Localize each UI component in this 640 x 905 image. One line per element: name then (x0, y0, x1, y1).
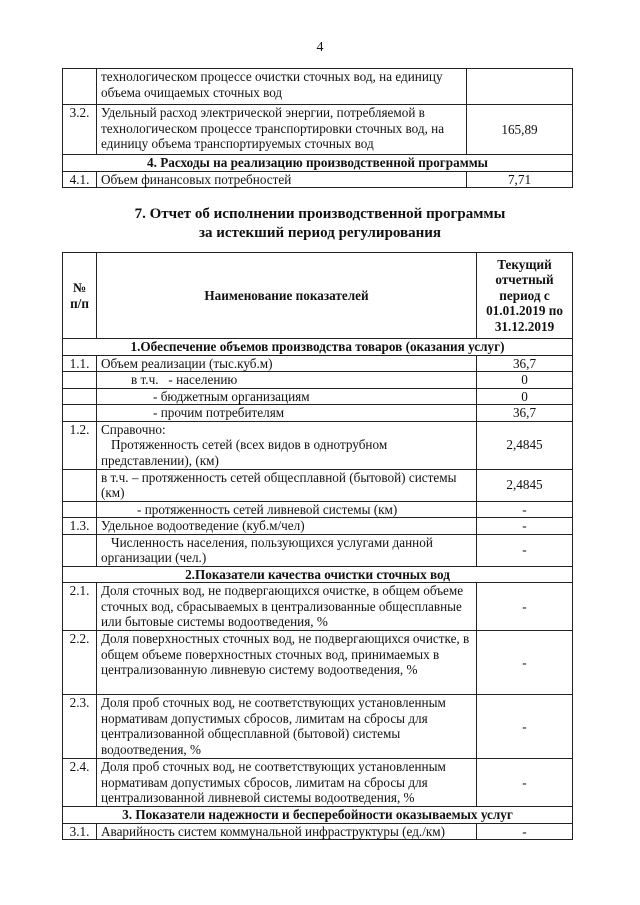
row-text: Численность населения, пользующихся услугами данной организации (чел.) (97, 534, 477, 566)
row-value: 2,4845 (477, 469, 573, 501)
row-value: 0 (477, 372, 573, 389)
row-num: 1.3. (63, 518, 97, 535)
row-text (97, 372, 477, 389)
section-title: 4. Расходы на реализацию производственной программы (63, 155, 573, 172)
row-num (63, 372, 97, 389)
row-value: 2,4845 (477, 421, 573, 469)
row-num (63, 388, 97, 405)
row-label: Протяженность сетей (всех видов в однотрубном представлении), (км) (101, 437, 388, 468)
table-row (63, 823, 573, 840)
row-value: 36,7 (477, 405, 573, 422)
report-heading-line2: за истекший период регулирования (198, 225, 442, 241)
section-row (63, 155, 573, 172)
row-num (63, 405, 97, 422)
row-value: - (477, 534, 573, 566)
row-num (63, 469, 97, 501)
row-num: 2.2. (63, 631, 97, 695)
table-row (63, 631, 573, 695)
row-value: - (477, 631, 573, 695)
row-num: 2.4. (63, 759, 97, 807)
row-num (63, 69, 97, 105)
row-num: 3.2. (63, 105, 97, 155)
table-row (63, 355, 573, 372)
row-value: - (477, 823, 573, 840)
row-value: - (477, 518, 573, 535)
row-text: Удельное водоотведение (куб.м/чел) (97, 518, 477, 535)
page-number: 4 (316, 40, 324, 55)
row-num (63, 534, 97, 566)
table-row (63, 518, 573, 535)
table-row (63, 501, 573, 518)
table-row (63, 105, 573, 155)
header-period: Текущий отчетный период с 01.01.2019 по 31.12.2019 (477, 253, 573, 339)
section-row (63, 566, 573, 583)
row-text: - бюджетным организациям (97, 388, 477, 405)
row-text: Доля проб сточных вод, не соответствующих установленным нормативам допустимых сбросов, лимитам на сбросы для централизованной общесплавной (бытовой) системы водоотведения, % (97, 695, 477, 759)
section-title: 3. Показатели надежности и бесперебойности оказываемых услуг (63, 807, 573, 824)
header-row (63, 253, 573, 339)
report-heading-line1: 7. Отчет об исполнении производственной программы (134, 206, 506, 222)
row-num: 2.1. (63, 583, 97, 631)
row-value: 165,89 (467, 105, 573, 155)
header-name: Наименование показателей (97, 253, 477, 339)
section-title: 1.Обеспечение объемов производства товаров (оказания услуг) (63, 339, 573, 356)
table-row (63, 583, 573, 631)
row-text: Удельный расход электрической энергии, потребляемой в технологическом процессе транспортировки сточных вод, на единицу объема транспортируемых сточных вод (97, 105, 467, 155)
row-num: 3.1. (63, 823, 97, 840)
table-row (63, 534, 573, 566)
section-title: 2.Показатели качества очистки сточных вод (63, 566, 573, 583)
section-row (63, 339, 573, 356)
table-row (63, 759, 573, 807)
row-value: - (477, 759, 573, 807)
table-row (63, 171, 573, 188)
table-row (63, 372, 573, 389)
row-num: 2.3. (63, 695, 97, 759)
row-value: - (477, 501, 573, 518)
section-row (63, 807, 573, 824)
row-value: 0 (477, 388, 573, 405)
table-row (63, 388, 573, 405)
row-text (97, 421, 477, 469)
row-text: - прочим потребителям (97, 405, 477, 422)
row-label: - населению (168, 372, 238, 387)
row-text: Доля проб сточных вод, не соответствующих установленным нормативам допустимых сбросов, лимитам на сбросы для централизованной ливневой системы водоотведения, % (97, 759, 477, 807)
row-value: 7,71 (467, 171, 573, 188)
row-text: в т.ч. – протяженность сетей общесплавной (бытовой) системы (км) (97, 469, 477, 501)
table-row (63, 421, 573, 469)
row-num: 4.1. (63, 171, 97, 188)
row-text: технологическом процессе очистки сточных вод, на единицу объема очищаемых сточных вод (97, 69, 467, 105)
row-prefix: в т.ч. (131, 372, 159, 387)
row-label: Справочно: (101, 421, 166, 437)
row-num: 1.2. (63, 421, 97, 469)
table-row (63, 469, 573, 501)
row-text: Аварийность систем коммунальной инфраструктуры (ед./км) (97, 823, 477, 840)
row-value (467, 69, 573, 105)
row-value: - (477, 695, 573, 759)
row-num (63, 501, 97, 518)
row-num: 1.1. (63, 355, 97, 372)
row-value: 36,7 (477, 355, 573, 372)
top-table (62, 68, 573, 188)
row-text: Доля поверхностных сточных вод, не подвергающихся очистке, в общем объеме поверхностных сточных вод, принимаемых в централизованную ливневую систему водоотведения, % (97, 631, 477, 695)
row-value: - (477, 583, 573, 631)
table-row (63, 69, 573, 105)
table-row (63, 695, 573, 759)
main-table (62, 252, 573, 840)
row-text: Объем реализации (тыс.куб.м) (97, 355, 477, 372)
table-row (63, 405, 573, 422)
row-text: - протяженность сетей ливневой системы (км) (97, 501, 477, 518)
row-text: Доля сточных вод, не подвергающихся очистке, в общем объеме сточных вод, сбрасываемых в централизованные общесплавные или бытовые системы водоотведения, % (97, 583, 477, 631)
row-text: Объем финансовых потребностей (97, 171, 467, 188)
header-num: № п/п (63, 253, 97, 339)
